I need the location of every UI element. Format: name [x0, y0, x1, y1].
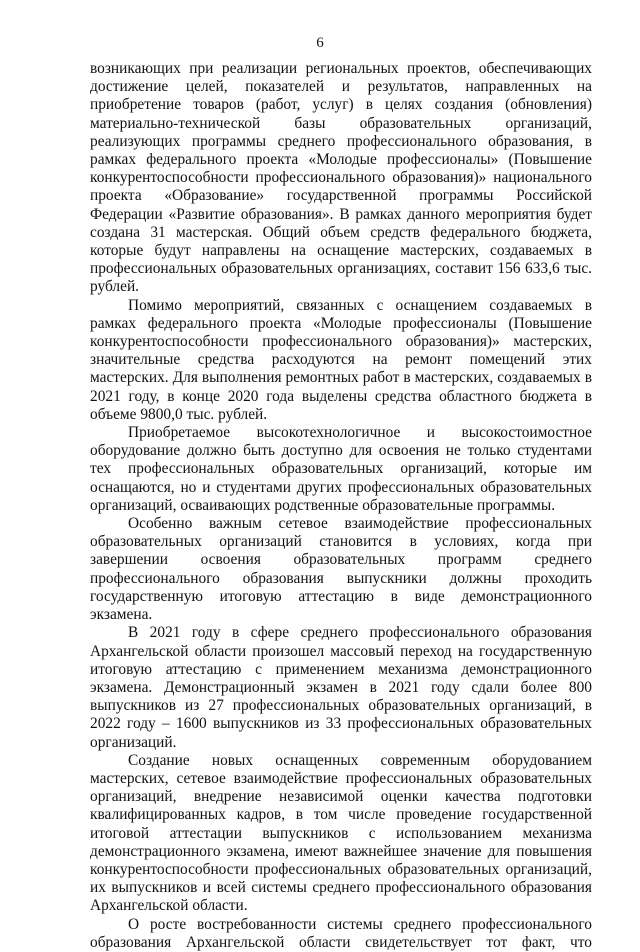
paragraph-continued: возникающих при реализации региональных проектов, обеспечивающих достижение целей, показателей и результатов, направленных на приобретение товаров (работ, услуг) в целях создания (обновления) материально-технической базы образовательных организаций, реализующих программы среднего профессионального образования, в рамках федерального проекта «Молодые профессионалы» (Повышение конкурентоспособности профессионального образования)» национального проекта «Образование» государственной программы Российской Федерации «Развитие образования». В рамках данного мероприятия будет создана 31 мастерская. Общий объем средств федерального бюджета, которые будут направлены на оснащение мастерских, создаваемых в профессиональных образовательных организациях, составит 156 633,6 тыс. рублей. — [90, 60, 592, 296]
paragraph-equipment-access: Приобретаемое высокотехнологичное и высокостоимостное оборудование должно быть доступно для освоения не только студентами тех профессиональных образовательных организаций, которые им оснащаются, но и студентами других профессиональных образовательных организаций, осваивающих родственные образовательные программы. — [90, 424, 592, 514]
page-number: 6 — [316, 35, 324, 51]
paragraph-workshop-repairs: Помимо мероприятий, связанных с оснащением создаваемых в рамках федерального проекта «Молодые профессионалы (Повышение конкурентоспособности профессионального образования)» мастерских, значительные средства расходуются на ремонт помещений этих мастерских. Для выполнения ремонтных работ в мастерских, создаваемых в 2021 году, в конце 2020 года выделены средства областного бюджета в объеме 9800,0 тыс. рублей. — [90, 296, 592, 423]
document-body — [90, 60, 592, 952]
paragraph-demo-exam: В 2021 году в сфере среднего профессионального образования Архангельской области произошел массовый переход на государственную итоговую аттестацию с применением механизма демонстрационного экзамена. Демонстрационный экзамен в 2021 году сдали более 800 выпускников из 27 профессиональных образовательных организаций, в 2022 году – 1600 выпускников из 33 профессиональных образовательных организаций. — [90, 624, 592, 751]
paragraph-competitiveness: Создание новых оснащенных современным оборудованием мастерских, сетевое взаимодействие профессиональных образовательных организаций, внедрение независимой оценки качества подготовки квалифицированных кадров, в том числе проведение государственной итоговой аттестации выпускников с использованием механизма демонстрационного экзамена, имеют важнейшее значение для повышения конкурентоспособности профессиональных образовательных организаций, их выпускников и всей системы среднего профессионального образования Архангельской области. — [90, 751, 592, 915]
paragraph-demand-growth: О росте востребованности системы среднего профессионального образования Архангельской области свидетельствует тот факт, что — [90, 915, 592, 951]
paragraph-network-cooperation: Особенно важным сетевое взаимодействие профессиональных образовательных организаций становится в условиях, когда при завершении освоения образовательных программ среднего профессионального образования выпускники должны проходить государственную итоговую аттестацию в виде демонстрационного экзамена. — [90, 515, 592, 624]
